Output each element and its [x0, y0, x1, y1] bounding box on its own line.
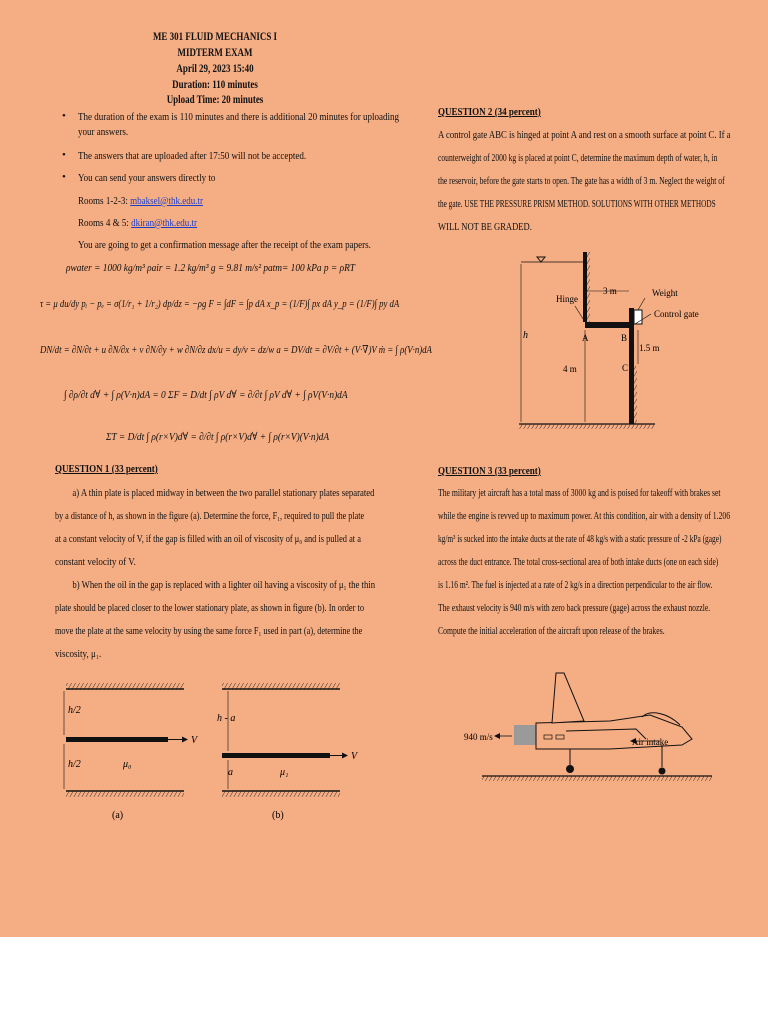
rooms-1-label: Rooms 1-2-3:: [78, 195, 128, 207]
figure-a: [60, 675, 200, 825]
runway-hatch: [482, 776, 712, 781]
gate-segment-ab: [585, 322, 633, 328]
fig-a-moving-plate: [66, 737, 168, 742]
label-b: B: [621, 333, 628, 343]
q1-line: a) A thin plate is placed midway in between the two parallel stationary plates separated: [72, 487, 375, 499]
q1-line: move the plate at the same velocity by using the same force F₁ used in part (a), determine the: [55, 625, 363, 637]
label-4m: 4 m: [563, 364, 577, 374]
figure-b: [212, 675, 362, 825]
fig-a-top-hatch: [66, 683, 184, 689]
jet-figure: [460, 665, 720, 790]
q2-line: the reservoir, before the gate starts to open. The gate has a width of 3 m. Neglect the weight of: [438, 175, 725, 187]
label-c: C: [622, 363, 629, 373]
q3-line: while the engine is revved up to maximum power. At this condition, air with a density of 1.206: [438, 510, 731, 522]
contact-line-2: [78, 217, 197, 229]
rooms-2-label: Rooms 4 & 5:: [78, 217, 129, 229]
q1-line: constant velocity of V.: [55, 556, 136, 568]
fig-b-arrowhead-icon: [342, 753, 348, 759]
instruction-2: The answers that are uploaded after 17:50 will not be accepted.: [78, 150, 307, 162]
fig-a-caption: (a): [112, 810, 124, 821]
q3-line: across the duct entrance. The total cross-sectional area of both intake ducts (one on each side): [438, 556, 719, 568]
label-control-gate: Control gate: [654, 309, 699, 319]
contact-line-1: [78, 195, 203, 207]
right-wall: [629, 366, 634, 424]
gate-figure: [505, 246, 699, 436]
q3-line: kg/m³ is sucked into the intake ducts at the rate of 48 kg/s with a static pressure of -2 kPa (gage): [438, 533, 722, 545]
q3-body: [438, 482, 734, 643]
q2-line: counterweight of 2000 kg is placed at point C, determine the maximum depth of water, h, in: [438, 152, 718, 164]
fig-a-arrowhead-icon: [182, 737, 188, 743]
q3-heading: QUESTION 3 (33 percent): [438, 465, 541, 477]
equation-row-1: τ = μ du/dy pᵢ − pₑ = σ(1/r₁ + 1/r₂) dp/dz = −ρg F = ∫dF = ∫p dA x_p = (1/F)∫ px dA y_p = (1/F)∫ py dA: [40, 298, 400, 310]
exam-duration: Duration: 110 minutes: [172, 79, 258, 91]
q1-heading: QUESTION 1 (33 percent): [55, 463, 158, 475]
instruction-1b: your answers.: [78, 126, 129, 138]
exhaust-arrowhead-icon: [494, 733, 500, 739]
exam-title: MIDTERM EXAM: [177, 47, 253, 59]
fig-b-label-v: V: [351, 751, 358, 762]
q1-line: at a constant velocity of V, if the gap is filled with an oil of viscosity of μ₀ and is pulled at a: [55, 533, 361, 545]
q1-line: b) When the oil in the gap is replaced with a lighter oil having a viscosity of μ₁ the thin: [72, 579, 376, 591]
label-air-intake: Air intake: [632, 737, 669, 747]
email-link-1[interactable]: mbaksel@thk.edu.tr: [130, 195, 204, 207]
q2-line: the gate. USE THE PRESSURE PRISM METHOD. SOLUTIONS WITH OTHER METHODS: [438, 198, 716, 210]
course-title: ME 301 FLUID MECHANICS I: [152, 31, 278, 43]
fig-a-bottom-hatch: [66, 791, 184, 797]
q1-line: viscosity, μ₁.: [55, 648, 102, 660]
equation-row-3: ∫ ∂ρ/∂t d∀ + ∫ ρ(V·n)dA = 0 ΣF = D/dt ∫ ρV d∀ = ∂/∂t ∫ ρV d∀ + ∫ ρV(V·n)dA: [64, 389, 348, 401]
q2-line: A control gate ABC is hinged at point A and rest on a smooth surface at point C. If a: [438, 129, 731, 141]
fig-b-label-bottom: a: [228, 767, 233, 778]
gate-segment-bc: [629, 308, 634, 366]
fig-a-label-top: h/2: [68, 705, 81, 716]
q3-line: Compute the initial acceleration of the aircraft upon release of the brakes.: [438, 625, 665, 637]
fig-b-caption: (b): [272, 810, 284, 821]
upload-time: Upload Time: 20 minutes: [166, 94, 264, 106]
confirmation-note: You are going to get a confirmation message after the receipt of the exam papers.: [78, 239, 371, 251]
fig-b-label-mu: μ₁: [280, 767, 289, 778]
fig-a-label-bottom: h/2: [68, 759, 81, 770]
weight-leader: [638, 298, 645, 310]
bullet-icon: •: [62, 110, 66, 122]
fig-a-label-mu: μ₀: [123, 759, 132, 770]
q1-line: by a distance of h, as shown in the figure (a). Determine the force, F₁, required to pull the plate: [55, 510, 365, 522]
tail-fin: [552, 673, 584, 723]
reservoir-wall: [583, 252, 587, 322]
rear-wheel: [566, 765, 574, 773]
fig-b-bottom-hatch: [222, 791, 340, 797]
fig-b-moving-plate: [222, 753, 330, 758]
q2-body: [438, 124, 734, 239]
q3-line: The exhaust velocity is 940 m/s with zero back pressure (gage) across the exhaust nozzle.: [438, 602, 711, 614]
bullet-icon: •: [62, 171, 66, 183]
exam-date: April 29, 2023 15:40: [176, 63, 254, 75]
constants-line: ρwater = 1000 kg/m³ ρair = 1.2 kg/m³ g = 9.81 m/s² patm= 100 kPa p = ρRT: [66, 262, 355, 274]
water-level-icon: [537, 257, 545, 262]
q1-line: plate should be placed closer to the lower stationary plate, as shown in figure (b). In order to: [55, 602, 364, 614]
fig-b-label-top: h - a: [217, 713, 236, 724]
right-wall-hatch: [634, 366, 637, 424]
q2-heading: QUESTION 2 (34 percent): [438, 106, 541, 118]
equation-row-2: DN/dt = ∂N/∂t + u ∂N/∂x + v ∂N/∂y + w ∂N/∂z dx/u = dy/v = dz/w a = DV/dt = ∂V/∂t + (V·∇)V ṁ = ∫ ρ(V·n)dA: [40, 344, 432, 356]
label-h: h: [523, 330, 528, 341]
q1-body: [55, 482, 411, 666]
nose-wheel: [659, 768, 666, 775]
label-hinge: Hinge: [556, 294, 578, 304]
label-exhaust-velocity: 940 m/s: [464, 732, 493, 742]
q3-line: The military jet aircraft has a total mass of 3000 kg and is poised for takeoff with brakes set: [438, 487, 721, 499]
label-a: A: [582, 333, 589, 343]
email-link-2[interactable]: dkiran@thk.edu.tr: [131, 217, 198, 229]
label-15m: 1.5 m: [639, 343, 660, 353]
instruction-3: You can send your answers directly to: [78, 172, 216, 184]
exhaust-plume: [514, 725, 536, 745]
fig-b-top-hatch: [222, 683, 340, 689]
wall-hatch: [587, 252, 590, 322]
label-3m: 3 m: [603, 286, 617, 296]
label-weight: Weight: [652, 288, 678, 298]
ground-hatch: [519, 424, 655, 429]
equation-row-4: ΣT = D/dt ∫ ρ(r×V)d∀ = ∂/∂t ∫ ρ(r×V)d∀ + ∫ ρ(r×V)(V·n)dA: [106, 431, 330, 443]
q2-line: WILL NOT BE GRADED.: [438, 221, 532, 233]
fig-a-label-v: V: [191, 735, 198, 746]
bullet-icon: •: [62, 149, 66, 161]
instruction-1: The duration of the exam is 110 minutes and there is additional 20 minutes for uploading: [78, 111, 400, 123]
q3-line: is 1.16 m². The fuel is injected at a rate of 2 kg/s in a direction perpendicular to the air flow.: [438, 579, 713, 591]
